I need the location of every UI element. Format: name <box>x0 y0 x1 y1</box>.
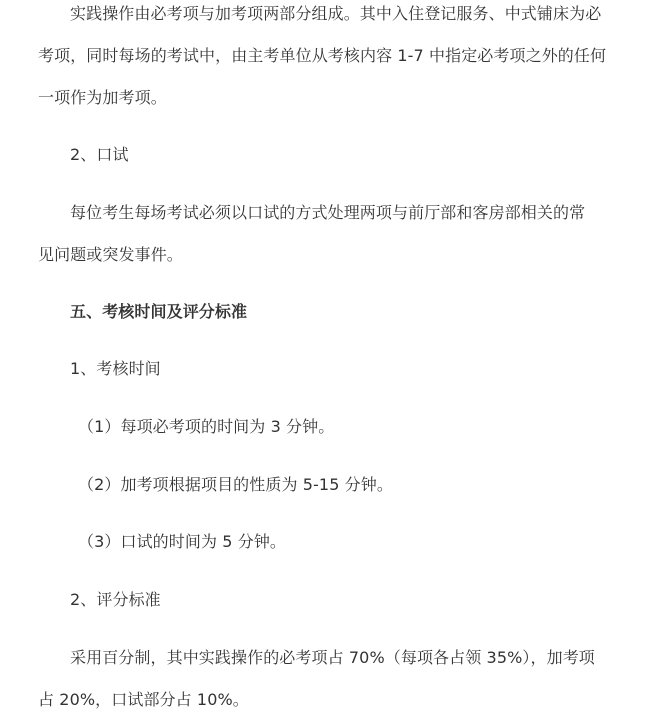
time-item-oral: （3）口试的时间为 5 分钟。 <box>78 532 287 551</box>
subheading-exam-time: 1、考核时间 <box>70 359 161 378</box>
paragraph-practice-line-1: 实践操作由必考项与加考项两部分组成。其中入住登记服务、中式铺床为必 <box>70 4 602 23</box>
paragraph-practice-line-2: 考项，同时每场的考试中，由主考单位从考核内容 1-7 中指定必考项之外的任何 <box>38 46 607 65</box>
paragraph-oral-line-2: 见问题或突发事件。 <box>38 245 183 264</box>
subheading-oral-exam: 2、口试 <box>70 145 129 164</box>
paragraph-oral-line-1: 每位考生每场考试必须以口试的方式处理两项与前厅部和客房部相关的常 <box>70 203 586 222</box>
paragraph-practice-line-3: 一项作为加考项。 <box>38 88 167 107</box>
paragraph-scoring-line-2: 占 20%，口试部分占 10%。 <box>38 690 249 709</box>
paragraph-scoring-line-1: 采用百分制，其中实践操作的必考项占 70%（每项各占领 35%），加考项 <box>70 648 595 667</box>
time-item-required: （1）每项必考项的时间为 3 分钟。 <box>78 417 335 436</box>
subheading-scoring-standard: 2、评分标准 <box>70 590 161 609</box>
time-item-additional: （2）加考项根据项目的性质为 5-15 分钟。 <box>78 475 393 494</box>
section-heading-time-and-scoring: 五、考核时间及评分标准 <box>70 302 248 321</box>
